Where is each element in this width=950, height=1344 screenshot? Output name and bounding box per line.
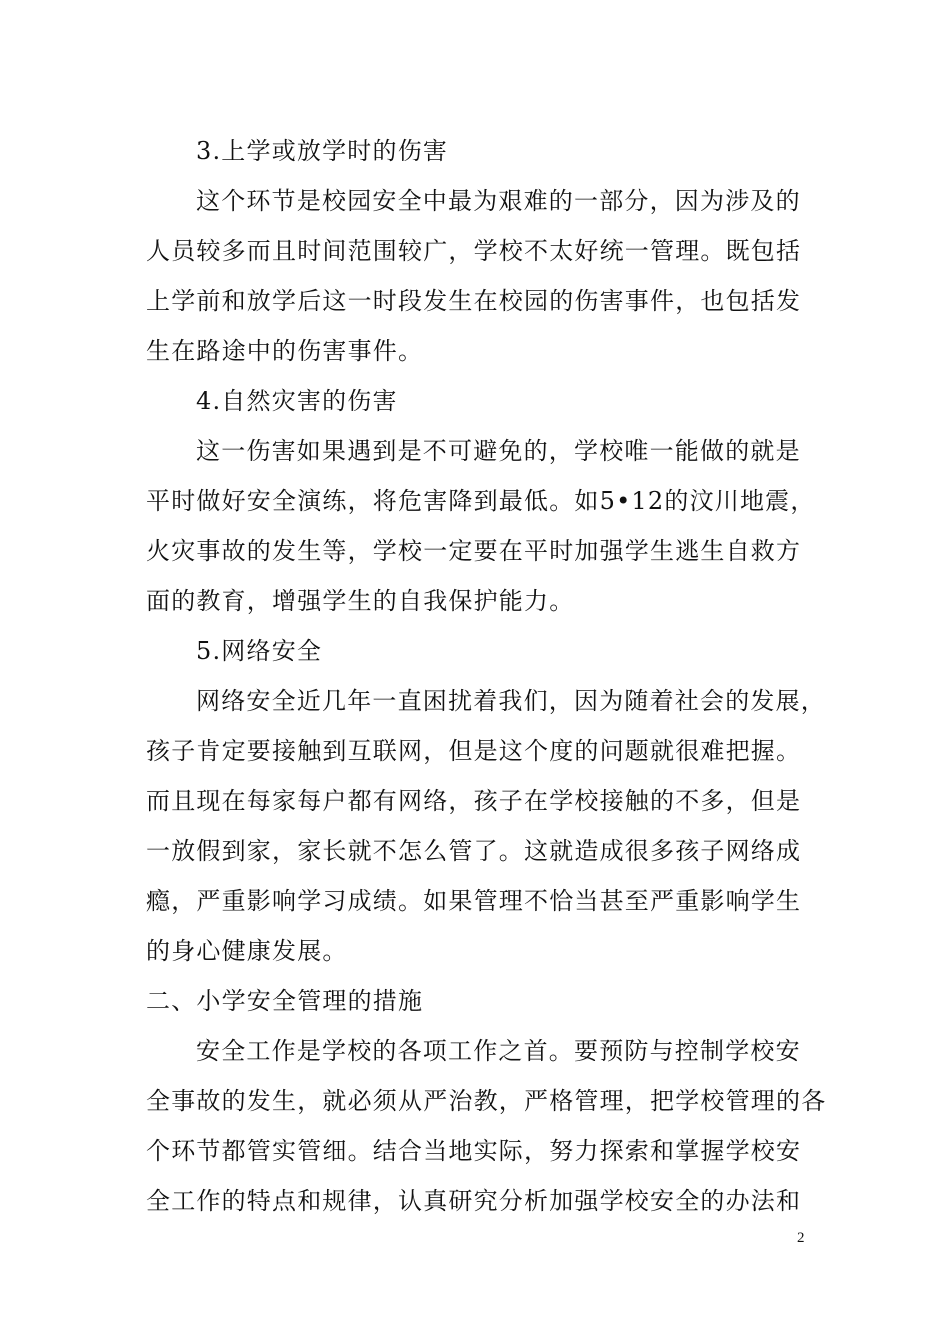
paragraph-line: 一放假到家，家长就不怎么管了。这就造成很多孩子网络成 [146,837,802,865]
paragraph-line: 平时做好安全演练，将危害降到最低。如5•12的汶川地震， [146,487,816,515]
paragraph-line: 个环节都管实管细。结合当地实际，努力探索和掌握学校安 [146,1137,802,1165]
paragraph-line: 人员较多而且时间范围较广，学校不太好统一管理。既包括 [146,237,802,265]
section-heading-5: 5.网络安全 [196,637,323,665]
section-heading-4: 4.自然灾害的伤害 [196,387,398,415]
paragraph-line: 上学前和放学后这一时段发生在校园的伤害事件，也包括发 [146,287,802,315]
paragraph-line: 瘾，严重影响学习成绩。如果管理不恰当甚至严重影响学生 [146,887,802,915]
paragraph-line: 孩子肯定要接触到互联网，但是这个度的问题就很难把握。 [146,737,802,765]
paragraph-line: 这个环节是校园安全中最为艰难的一部分，因为涉及的 [196,187,801,215]
paragraph-line: 全事故的发生，就必须从严治教，严格管理，把学校管理的各 [146,1087,827,1115]
paragraph-line: 安全工作是学校的各项工作之首。要预防与控制学校安 [196,1037,801,1065]
paragraph-line: 的身心健康发展。 [146,937,348,965]
paragraph-line: 火灾事故的发生等，学校一定要在平时加强学生逃生自救方 [146,537,802,565]
paragraph-line: 面的教育，增强学生的自我保护能力。 [146,587,575,615]
paragraph-line: 网络安全近几年一直困扰着我们，因为随着社会的发展， [196,687,826,715]
chapter-heading: 二、小学安全管理的措施 [146,987,424,1015]
paragraph-line: 全工作的特点和规律，认真研究分析加强学校安全的办法和 [146,1187,802,1215]
paragraph-line: 这一伤害如果遇到是不可避免的，学校唯一能做的就是 [196,437,801,465]
page-number: 2 [797,1230,805,1246]
paragraph-line: 而且现在每家每户都有网络，孩子在学校接触的不多，但是 [146,787,802,815]
paragraph-line: 生在路途中的伤害事件。 [146,337,424,365]
section-heading-3: 3.上学或放学时的伤害 [196,137,449,165]
